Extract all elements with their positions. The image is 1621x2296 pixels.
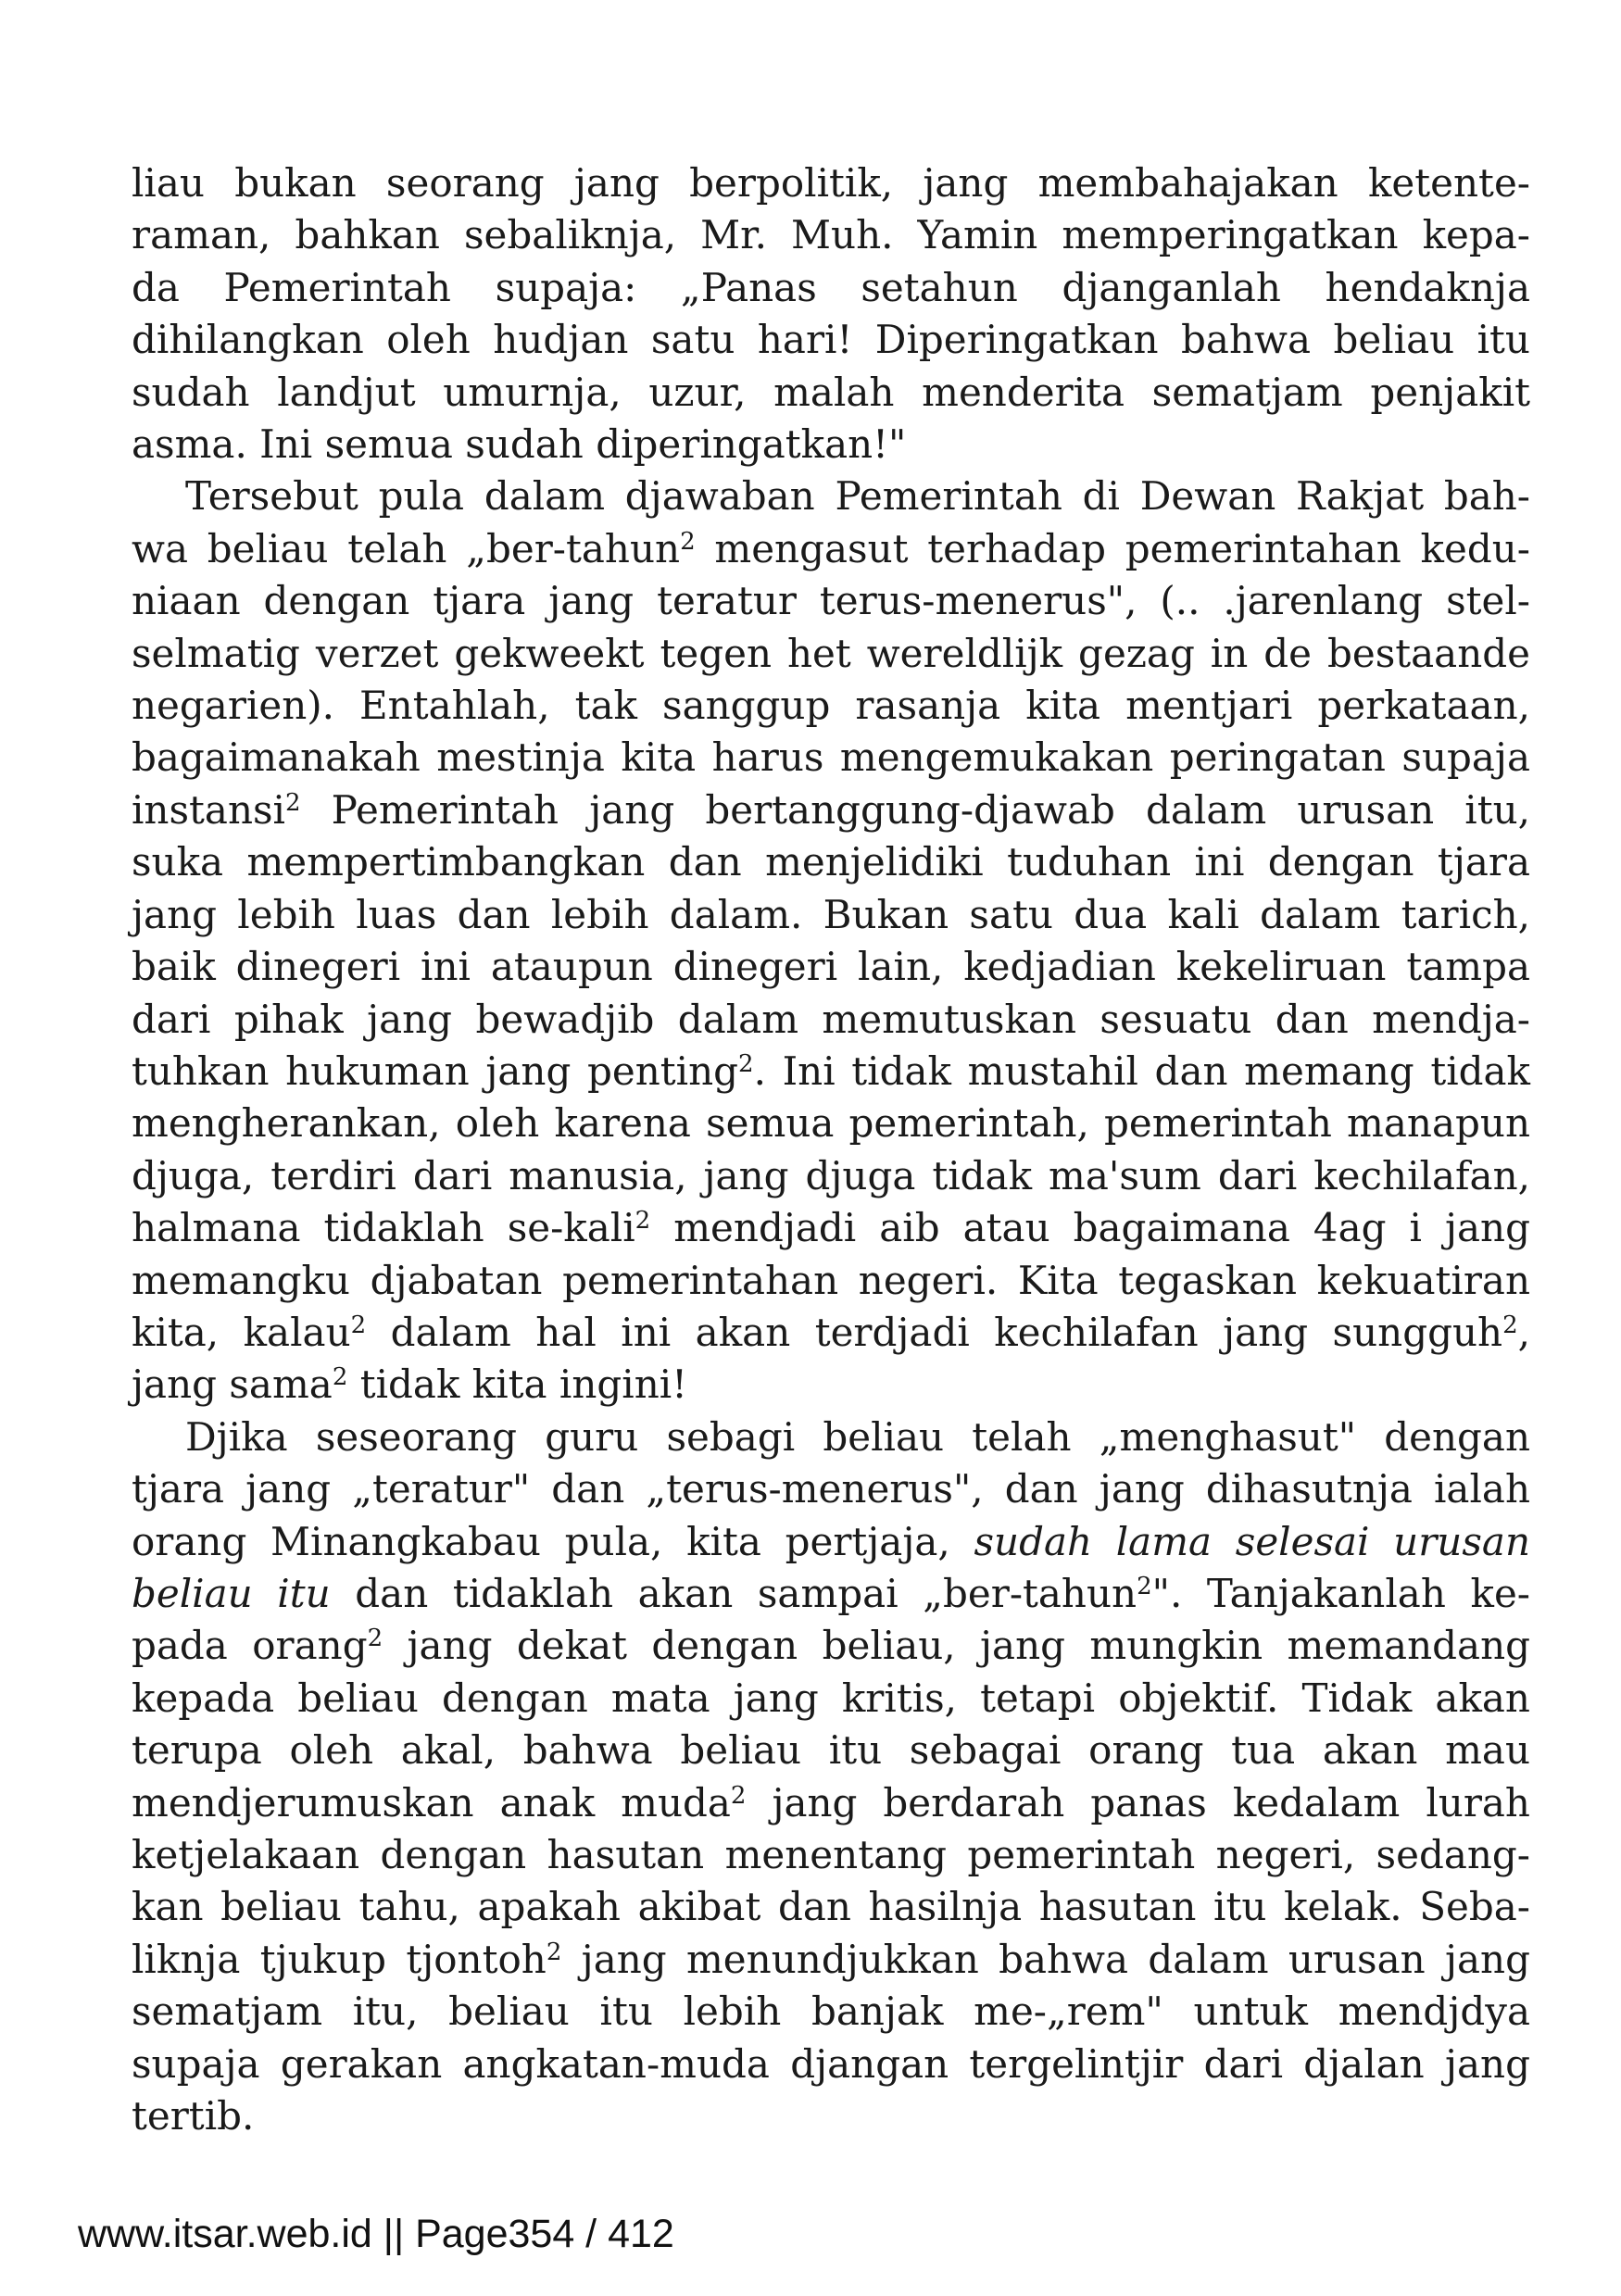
text-line: bagaimanakah mestinja kita harus mengemukakan peringatan supaja — [132, 734, 1530, 781]
text-line: ketjelakaan dengan hasutan menentang pemerintah negeri, sedang- — [132, 1832, 1530, 1877]
text-line: raman, bahkan sebaliknja, Mr. Muh. Yamin memperingatkan kepa- — [132, 212, 1530, 258]
text-line: asma. Ini semua sudah diperingatkan!" — [132, 421, 907, 468]
text-line: jang lebih luas dan lebih dalam. Bukan satu dua kali dalam tarich, — [132, 891, 1530, 937]
text-line: negarien). Entahlah, tak sanggup rasanja kita mentjari perkataan, — [132, 683, 1530, 729]
text-line-mixed — [132, 1516, 1530, 1568]
text-line-mixed — [132, 1568, 1530, 1620]
text-line: niaan dengan tjara jang teratur terus-menerus", (.. .jarenlang stel- — [132, 578, 1530, 624]
text-line: dihilangkan oleh hudjan satu hari! Diperingatkan bahwa beliau itu — [132, 317, 1530, 363]
text-line: baik dinegeri ini ataupun dinegeri lain, kedjadian kekeliruan tampa — [132, 944, 1530, 990]
text-line: suka mempertimbangkan dan menjelidiki tuduhan ini dengan tjara — [132, 839, 1530, 885]
text-line: wa beliau telah „ber-tahun$^2$ mengasut terhadap pemerintahan kedu- — [132, 525, 1530, 571]
paragraph-2 — [132, 470, 1530, 1411]
text-line: dari pihak jang bewadjib dalam memutuskan sesuatu dan mendja- — [132, 996, 1530, 1042]
text-line: Djika seseorang guru sebagi beliau telah „menghasut" dengan — [185, 1413, 1530, 1460]
text-line: tertib. — [132, 2093, 255, 2139]
text-line: mendjerumuskan anak muda$^2$ jang berdarah panas kedalam lurah — [132, 1779, 1530, 1826]
text-line: liau bukan seorang jang berpolitik, jang membahajakan ketente- — [132, 160, 1530, 206]
body-text — [132, 157, 1530, 2142]
italic-segment: sudah lama selesai urusan — [974, 1518, 1531, 1564]
text-line: jang sama$^2$ tidak kita ingini! — [132, 1361, 688, 1408]
paragraph-1 — [132, 157, 1530, 470]
paragraph-3 — [132, 1411, 1530, 2143]
text-segment: dan tidaklah akan sampai „ber-tahun$^2$". Tanjakanlah ke- — [355, 1570, 1530, 1616]
text-line: sudah landjut umurnja, uzur, malah menderita sematjam penjakit — [132, 369, 1530, 415]
text-line: memangku djabatan pemerintahan negeri. Kita tegaskan kekuatiran — [132, 1257, 1530, 1303]
text-line: sematjam itu, beliau itu lebih banjak me-„rem" untuk mendjdya — [132, 1989, 1530, 2035]
text-line: supaja gerakan angkatan-muda djangan tergelintjir dari djalan jang — [132, 2040, 1530, 2087]
text-line: liknja tjukup tjontoh$^2$ jang menundjukkan bahwa dalam urusan jang — [132, 1936, 1530, 1982]
text-line: kan beliau tahu, apakah akibat dan hasilnja hasutan itu kelak. Seba- — [132, 1884, 1530, 1930]
text-line: tjara jang „teratur" dan „terus-menerus", dan jang dihasutnja ialah — [132, 1466, 1530, 1512]
text-line: instansi$^2$ Pemerintah jang bertanggung-djawab dalam urusan itu, — [132, 786, 1530, 833]
text-line: selmatig verzet gekweekt tegen het wereldlijk gezag in de bestaande — [132, 630, 1530, 676]
text-line: terupa oleh akal, bahwa beliau itu sebagai orang tua akan mau — [132, 1727, 1530, 1774]
text-line: djuga, terdiri dari manusia, jang djuga tidak ma'sum dari kechilafan, — [132, 1152, 1530, 1198]
text-line: mengherankan, oleh karena semua pemerintah, pemerintah manapun — [132, 1100, 1530, 1147]
italic-segment: beliau itu — [132, 1570, 331, 1616]
text-segment: orang Minangkabau pula, kita pertjaja, — [132, 1518, 950, 1564]
text-line: halmana tidaklah se-kali$^2$ mendjadi aib atau bagaimana 4ag i jang — [132, 1205, 1530, 1251]
text-line: da Pemerintah supaja: „Panas setahun djanganlah hendaknja — [132, 264, 1530, 310]
text-line: tuhkan hukuman jang penting$^2$. Ini tidak mustahil dan memang tidak — [132, 1048, 1531, 1094]
text-line: kepada beliau dengan mata jang kritis, tetapi objektif. Tidak akan — [132, 1675, 1530, 1721]
text-line: kita, kalau$^2$ dalam hal ini akan terdjadi kechilafan jang sungguh$^2$, — [132, 1309, 1530, 1355]
text-line: pada orang$^2$ jang dekat dengan beliau, jang mungkin memandang — [132, 1623, 1531, 1669]
text-line: Tersebut pula dalam djawaban Pemerintah di Dewan Rakjat bah- — [185, 473, 1530, 520]
page-footer: www.itsar.web.id || Page354 / 412 — [78, 2212, 674, 2256]
